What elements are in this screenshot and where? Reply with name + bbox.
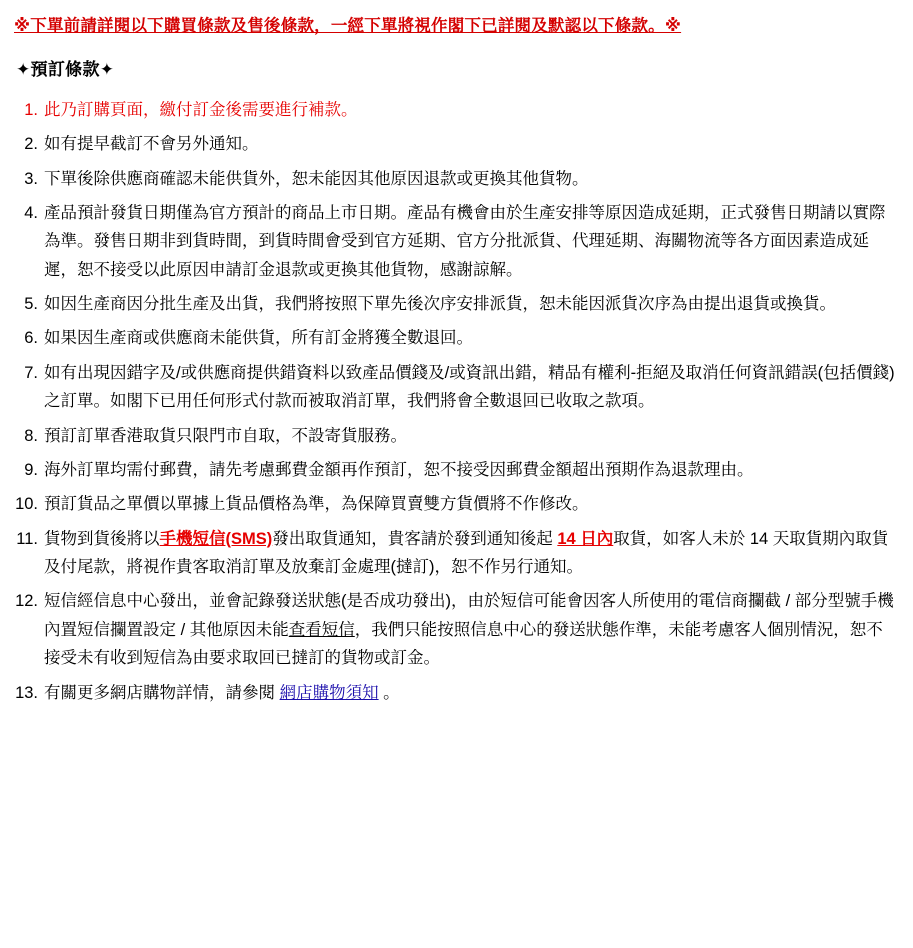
list-item-text [44, 679, 899, 707]
list-item-number: 5. [24, 295, 38, 313]
list-item-number: 2. [24, 135, 38, 154]
list-item [14, 199, 899, 284]
list-item-number: 3. [24, 169, 38, 188]
list-item-number: 12. [15, 592, 38, 611]
section-title: ✦預訂條款✦ [16, 59, 115, 79]
list-item-text: 如果因生產商或供應商未能供貨，所有訂金將獲全數退回。 [44, 329, 473, 348]
list-item-text: 如因生產商因分批生產及出貨，我們將按照下單先後次序安排派貨，恕未能因派貨次序為由提出退貨或換貨。 [44, 295, 836, 313]
plain-text: 短信經信息中心發出，並會記錄發送狀態(是否成功發出)，由於短信可能會因客人所使用的電信商攔截 / 部分型號手機內置短信攔置設定 / 其他原因未能 [44, 592, 894, 639]
terms-list [14, 96, 899, 707]
list-item [14, 324, 899, 352]
list-item [14, 456, 899, 484]
list-item-number: 4. [24, 203, 38, 222]
underlined-text: 查看短信 [288, 620, 355, 639]
list-item-number: 13. [15, 683, 38, 702]
list-item-text: 產品預計發貨日期僅為官方預計的商品上市日期。產品有機會由於生產安排等原因造成延期，正式發售日期請以實際為準。發售日期非到貨時間，到貨時間會受到官方延期、官方分批派貨、代理延期、海關物流等各方面因素造成延遲，恕不接受以此原因申請訂金退款或更換其他貨物，感謝諒解。 [44, 203, 886, 279]
list-item-number: 6. [24, 329, 38, 348]
list-item-number: 1. [24, 100, 38, 119]
list-item-text: 此乃訂購頁面，繳付訂金後需要進行補款。 [44, 100, 358, 119]
list-item [14, 359, 899, 416]
list-item-number: 10. [15, 495, 38, 514]
list-item-text: 預訂貨品之單價以單據上貨品價格為準，為保障買賣雙方貨價將不作修改。 [44, 495, 589, 514]
list-item [14, 490, 899, 518]
list-item [14, 96, 899, 124]
list-item [14, 422, 899, 450]
list-item [14, 165, 899, 193]
plain-text: 有關更多網店購物詳情，請參閱 [44, 683, 280, 702]
list-item [14, 587, 899, 672]
list-item [14, 130, 899, 158]
plain-text: 發出取貨通知，貴客請於發到通知後起 [272, 529, 558, 548]
list-item-text [44, 525, 899, 582]
list-item [14, 679, 899, 707]
list-item-number: 7. [24, 363, 38, 382]
plain-text: 取貨，如客人未於 14 天取貨期內取貨及付尾款，將視作貴客取消訂單及放棄訂金處理(撻訂)，恕不作另行通知。 [44, 529, 889, 576]
list-item-text [44, 587, 899, 672]
emphasis-text: 手機短信(SMS) [159, 529, 273, 548]
shop-guide-link[interactable]: 網店購物須知 [279, 683, 379, 702]
list-item-text: 下單後除供應商確認未能供貨外，恕未能因其他原因退款或更換其他貨物。 [44, 169, 589, 188]
list-item [14, 525, 899, 582]
list-item-number: 8. [24, 426, 38, 445]
list-item-number: 11. [16, 529, 38, 548]
plain-text: 。 [378, 683, 400, 702]
top-notice: ※下單前請詳閱以下購買條款及售後條款，一經下單將視作閣下已詳閱及默認以下條款。※ [14, 17, 682, 35]
list-item-text: 預訂訂單香港取貨只限門市自取，不設寄貨服務。 [44, 426, 407, 445]
plain-text: ，我們只能按照信息中心的發送狀態作準，未能考慮客人個別情況，恕不接受未有收到短信為由要求取回已撻訂的貨物或訂金。 [44, 620, 883, 668]
list-item-text: 海外訂單均需付郵費，請先考慮郵費金額再作預訂，恕不接受因郵費金額超出預期作為退款理由。 [44, 460, 754, 479]
emphasis-text: 14 日內 [557, 529, 614, 548]
list-item-text: 如有出現因錯字及/或供應商提供錯資料以致產品價錢及/或資訊出錯，精品有權利-拒絕及取消任何資訊錯誤(包括價錢)之訂單。如閣下已用任何形式付款而被取消訂單，我們將會全數退回已收取之款項。 [44, 363, 895, 411]
plain-text: 貨物到貨後將以 [44, 529, 160, 548]
list-item-text: 如有提早截訂不會另外通知。 [44, 135, 259, 154]
list-item [14, 290, 899, 318]
list-item-number: 9. [24, 460, 38, 479]
